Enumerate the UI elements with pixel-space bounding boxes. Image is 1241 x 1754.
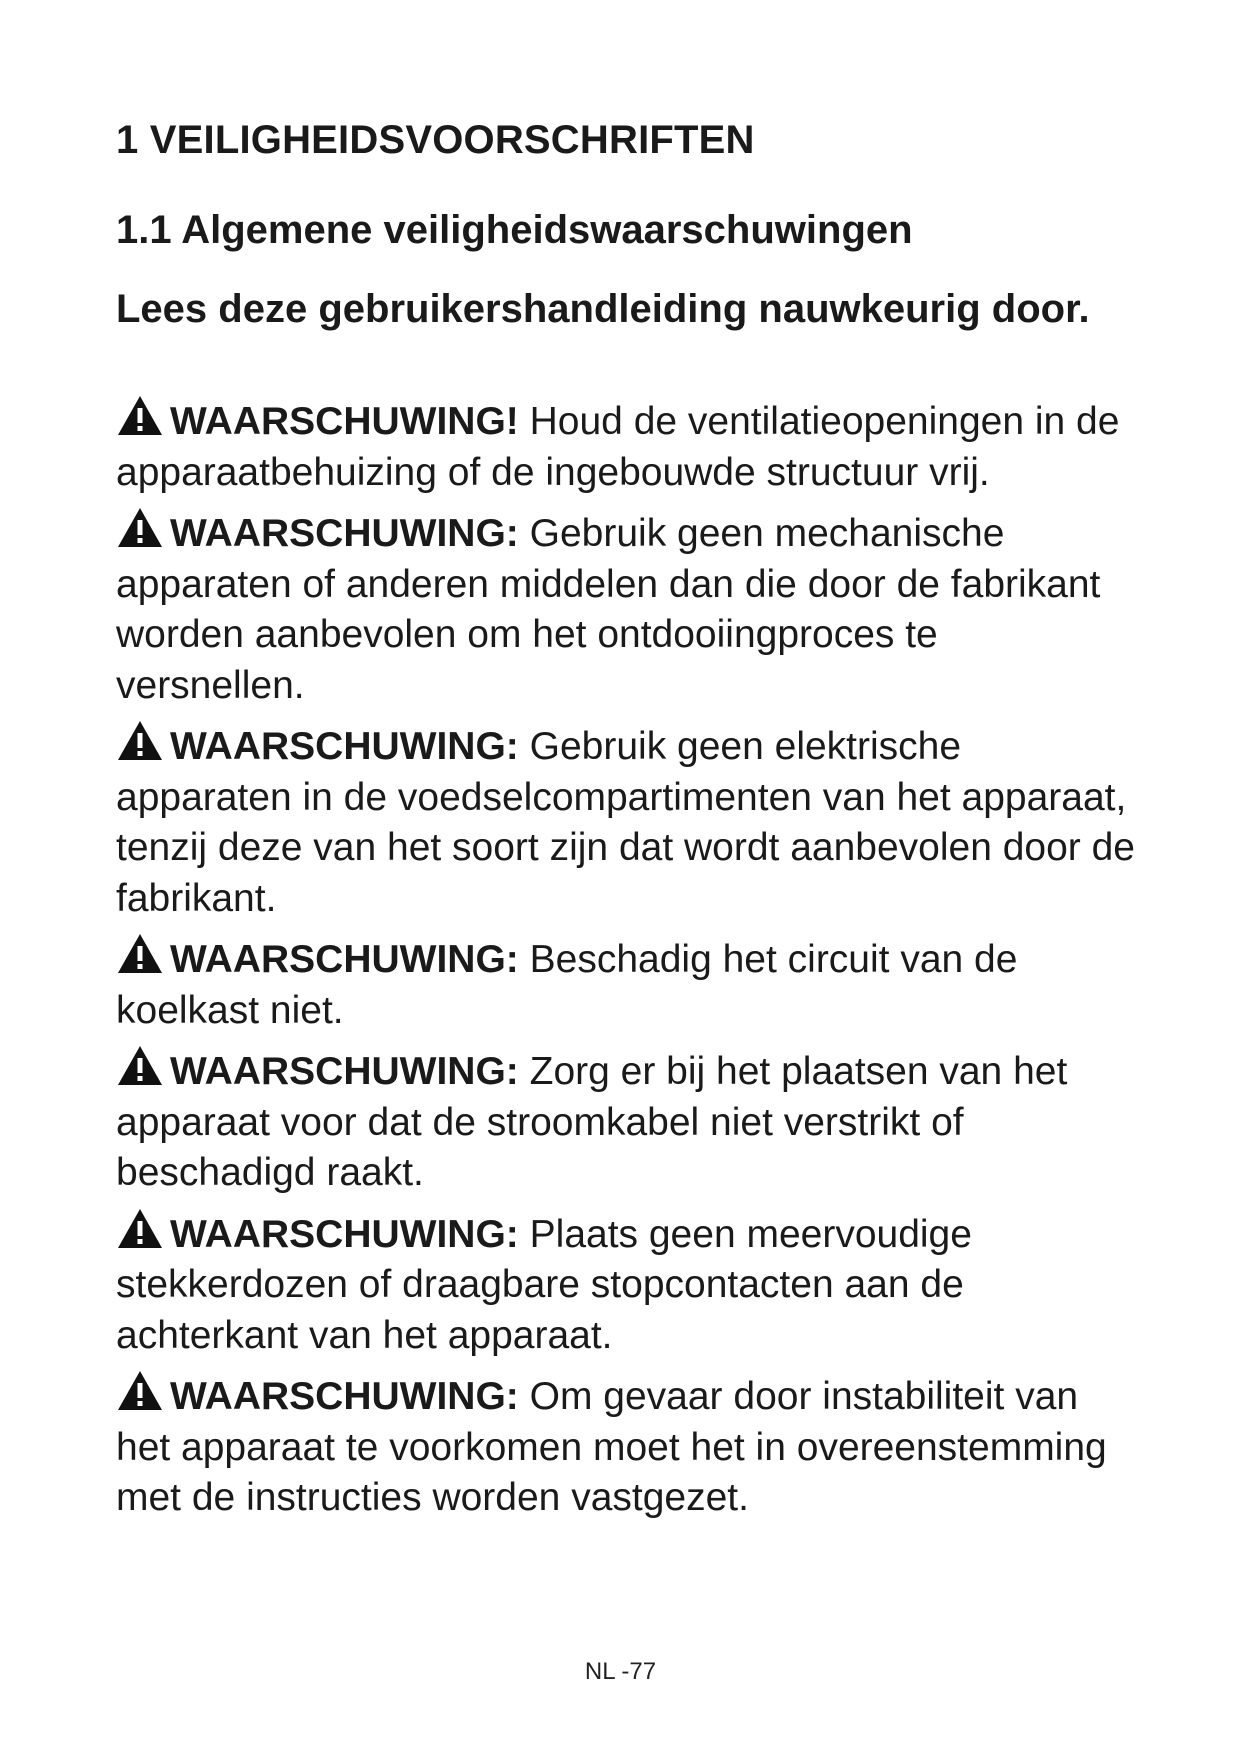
warning-label: WAARSCHUWING: (170, 938, 519, 981)
page-number: NL -77 (584, 1658, 657, 1685)
warnings-list (116, 394, 1136, 1532)
warning-text: Gebruik geen elektrische apparaten in de voedselcompartimenten van het apparaat, tenzij deze van het soort zijn dat wordt aanbevolen door de fabrikant. (116, 725, 1135, 920)
warning-item (116, 1044, 1136, 1199)
warning-label: WAARSCHUWING: (170, 725, 519, 768)
warning-item (116, 1207, 1136, 1362)
warning-item (116, 394, 1136, 498)
warning-label: WAARSCHUWING: (170, 1375, 519, 1418)
warning-label: WAARSCHUWING! (170, 400, 519, 443)
warning-triangle-icon (116, 719, 168, 763)
warning-triangle-icon (116, 1044, 168, 1088)
warning-label: WAARSCHUWING: (170, 1050, 519, 1093)
warning-text: Plaats geen meervoudige stekkerdozen of draagbare stopcontacten aan de achterkant van het apparaat. (116, 1212, 972, 1357)
warning-text: Zorg er bij het plaatsen van het apparaat voor dat de stroomkabel niet verstrikt of beschadigd raakt. (116, 1050, 1068, 1194)
warning-triangle-icon (116, 932, 168, 976)
warning-triangle-icon (116, 506, 168, 550)
warning-item (116, 506, 1136, 711)
warning-triangle-icon (116, 1369, 168, 1413)
warning-item (116, 932, 1136, 1036)
warning-item (116, 1369, 1136, 1524)
intro-text: Lees deze gebruikershandleiding nauwkeurig door. (116, 287, 1090, 331)
warning-triangle-icon (116, 1207, 168, 1251)
warning-label: WAARSCHUWING: (170, 512, 519, 555)
warning-text: Houd de ventilatieopeningen in de apparaatbehuizing of de ingebouwde structuur vrij. (116, 400, 1120, 494)
warning-item (116, 719, 1136, 924)
warning-text: Om gevaar door instabiliteit van het apparaat te voorkomen moet het in overeenstemming met de instructies worden vastgezet. (116, 1375, 1107, 1519)
warning-text: Gebruik geen mechanische apparaten of anderen middelen dan die door de fabrikant worden aanbevolen om het ontdooiingproces te versnellen. (116, 512, 1101, 707)
subsection-title: 1.1 Algemene veiligheidswaarschuwingen (116, 208, 913, 252)
warning-label: WAARSCHUWING: (170, 1212, 519, 1256)
section-title: 1 VEILIGHEIDSVOORSCHRIFTEN (116, 118, 755, 162)
warning-text: Beschadig het circuit van de koelkast niet. (116, 938, 1018, 1032)
warning-triangle-icon (116, 394, 168, 438)
